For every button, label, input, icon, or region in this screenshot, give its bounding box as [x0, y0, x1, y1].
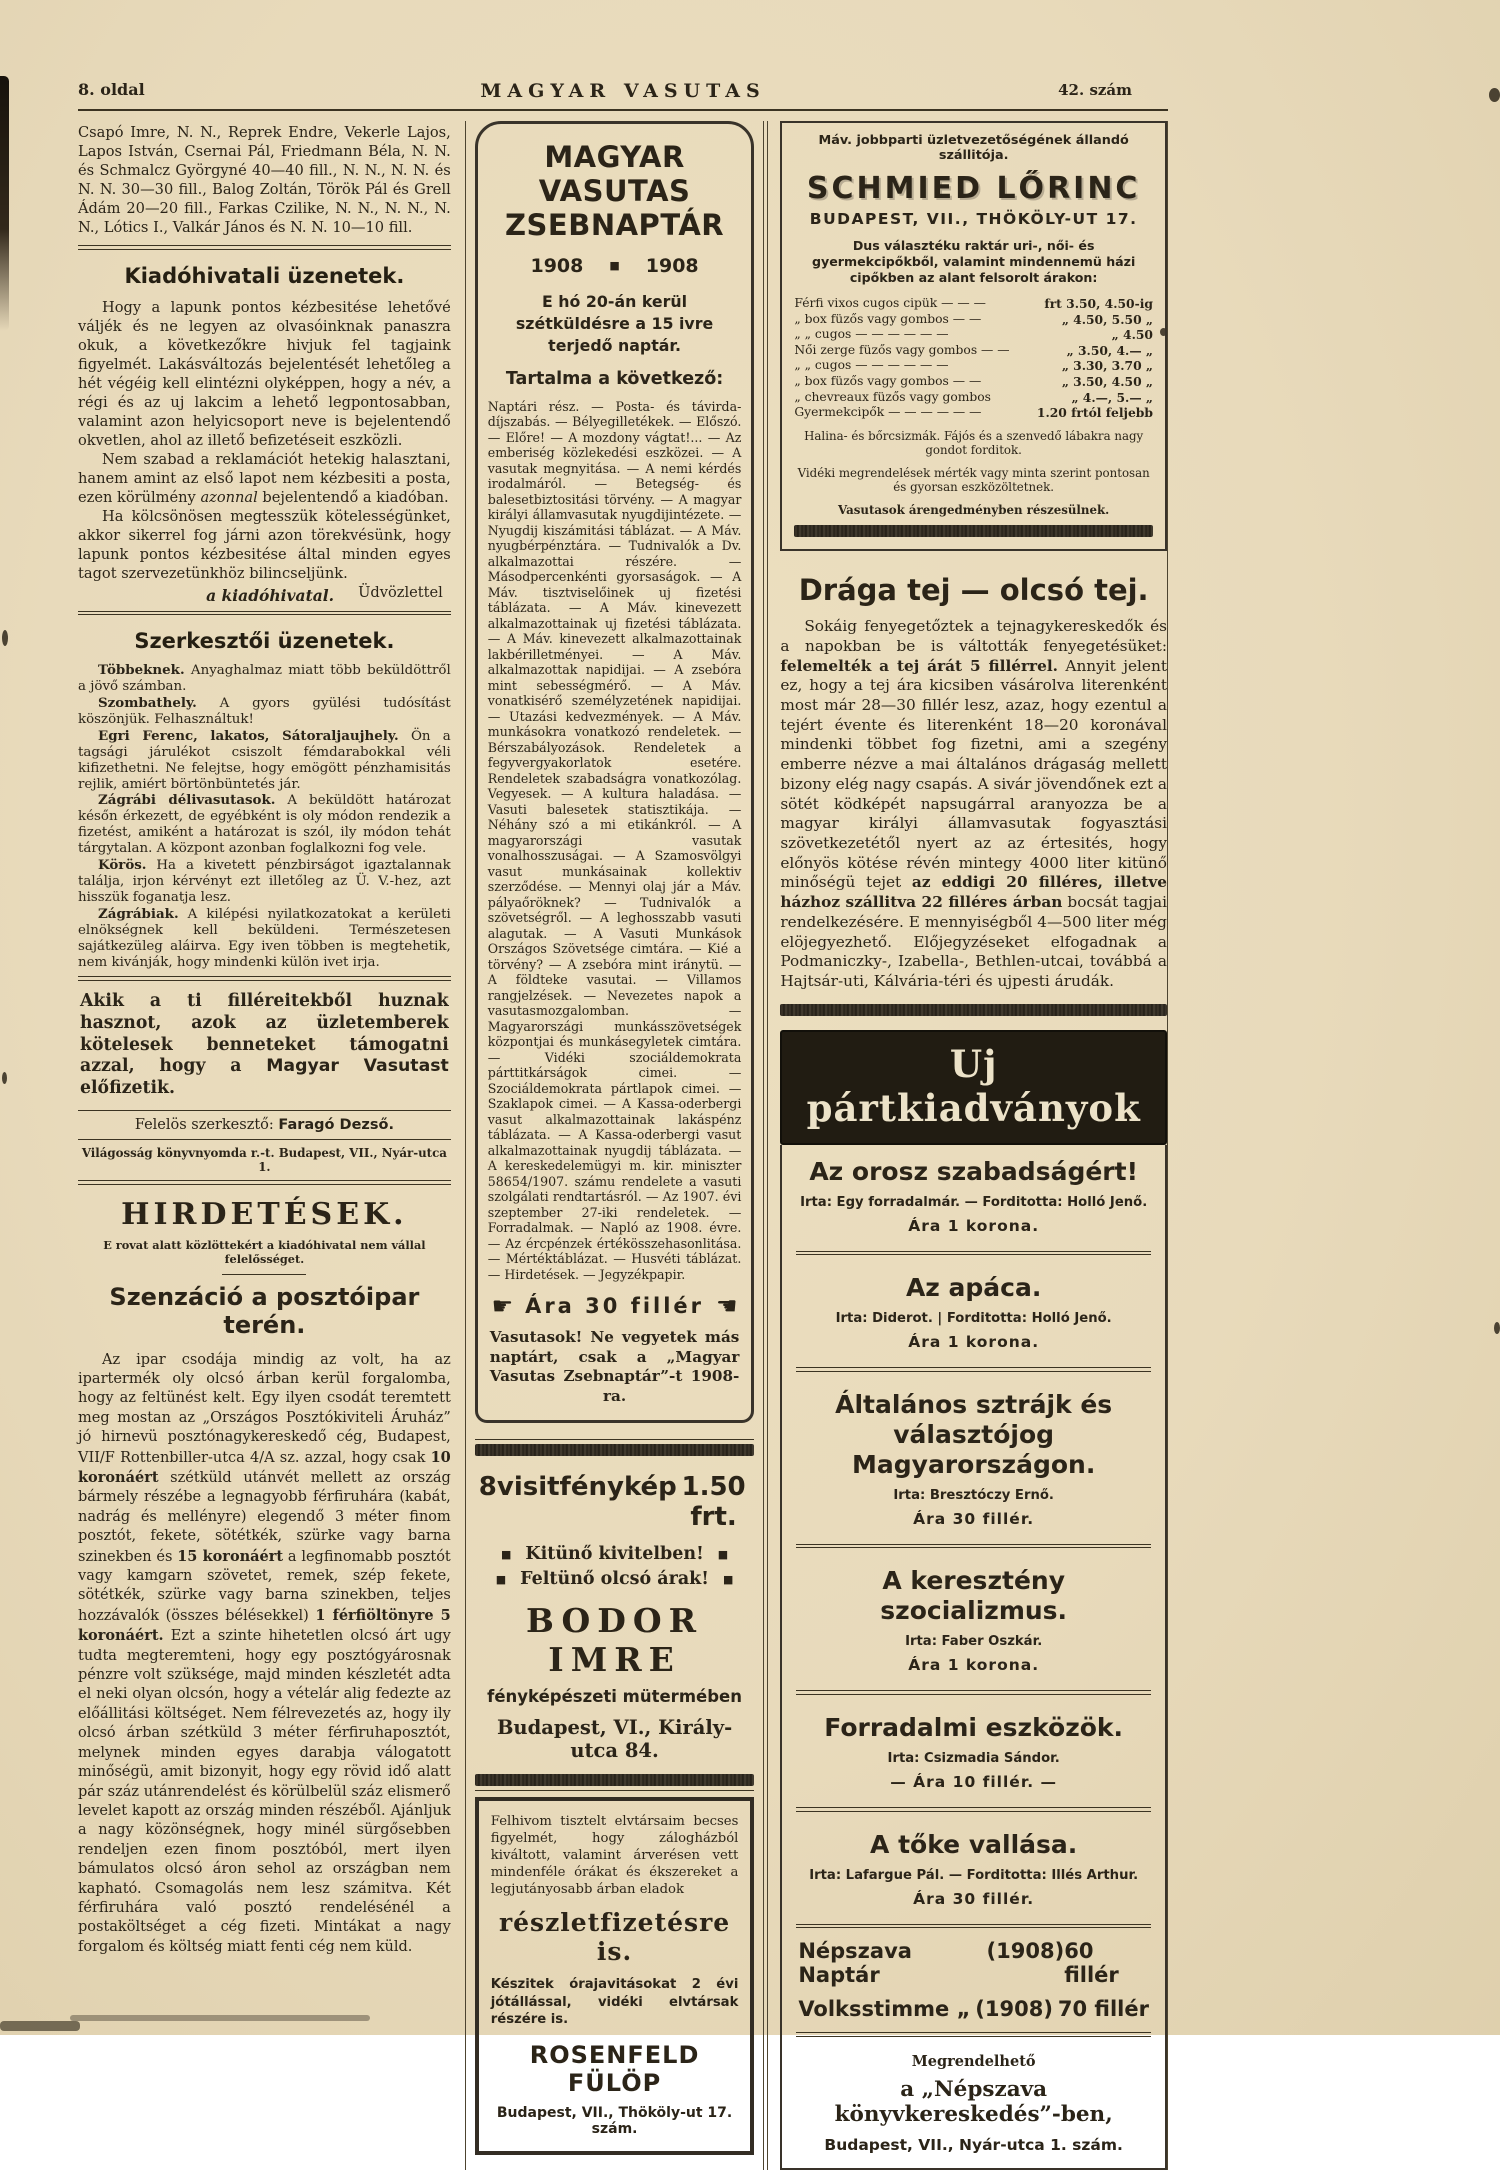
- columns: [78, 121, 1168, 2170]
- photographer-name: BODOR IMRE: [526, 1601, 704, 1680]
- calendar-contents-title: Tartalma a következő:: [505, 368, 724, 389]
- book-ad: [796, 1145, 1151, 1245]
- publications-list: [780, 1145, 1167, 2170]
- shoe-price-row: [794, 312, 1153, 328]
- calendar-price-line: [488, 1292, 742, 1321]
- photographer-subtitle: fényképészeti mütermében: [487, 1687, 742, 1707]
- thin-rule: [475, 1790, 755, 1791]
- watch-ad-highlight: részletfizetésre is.: [498, 1908, 731, 1967]
- editor-message: Egri Ferenc, lakatos, Sátoraljaujhely. Ön a tagsági járulékot csiszolt fémdarabokkal véli kifizethetni. Ne felejtse, hogy emögött pénzhamisitás rejlik, amiért börtönbüntetés jár.: [78, 727, 451, 792]
- editor-messages-title: Szerkesztői üzenetek.: [134, 629, 395, 654]
- double-rule: [796, 1251, 1151, 1256]
- donors-paragraph: Csapó Imre, N. N., Reprek Endre, Vekerle Lajos, Lapos István, Csernai Pál, Friedmann Béla, N. N. és Schmalcz Györgyné 40—40 fill., N. N., N. N. és N. N. 30—30 fill., Balog Zoltán, Török Pál és Grell Ádám 20—20 fill., Farkas Czilike, N. N., N. N., N. N., Lótics I., Valkár János és N. N. 10—10 fill.: [78, 124, 451, 236]
- publisher-signature: a kiadóhivatal.: [206, 585, 335, 605]
- paper-speck: [1489, 88, 1500, 102]
- thin-rule: [78, 1139, 451, 1140]
- double-rule: [796, 1544, 1151, 1549]
- thin-rule: [475, 1439, 755, 1440]
- shoe-note-2: Vidéki megrendelések mérték vagy minta szerint pontosan és gyorsan eszközöltetnek.: [797, 465, 1150, 495]
- photo-ad-headline: [479, 1472, 751, 1532]
- book-ad: [796, 1261, 1151, 1361]
- order-info: [796, 2043, 1151, 2168]
- calendar-year: (1908): [975, 1997, 1053, 2022]
- book-price: Ára 1 korona.: [908, 1216, 1040, 1235]
- book-byline: Irta: Egy forradalmár. — Forditotta: Holló Jenő.: [800, 1194, 1148, 1210]
- book-price: Ára 30 fillér.: [913, 1509, 1035, 1528]
- book-byline: Irta: Diderot. | Forditotta: Holló Jenő.: [835, 1311, 1112, 1327]
- editor-message: Zágrábi délivasutasok. A beküldött határozat későn érkezett, de egyébként is oly módon rendezik a fizetést, amiként a határozat is szól, ily módon tehát tárgytalan. A központ azonban foglalkozni fog vele.: [78, 792, 451, 857]
- book-ad: [796, 1554, 1151, 1684]
- paper-speck: [2, 630, 8, 646]
- page-number: 8. oldal: [78, 80, 145, 99]
- publisher-messages-title: Kiadóhivatali üzenetek.: [124, 263, 405, 288]
- order-label: Megrendelhető: [911, 2052, 1036, 2070]
- shoe-price-row: [794, 374, 1153, 390]
- shoe-note-3: Vasutasok árengedményben részesülnek.: [838, 502, 1110, 517]
- photo-bullet-1-text: Kitünő kivitelben!: [525, 1544, 704, 1565]
- calendar-title-line2: ZSEBNAPTÁR: [505, 208, 725, 243]
- book-title: A tőke vallása.: [870, 1829, 1078, 1859]
- calendar-year-left: 1908: [530, 254, 584, 277]
- double-rule: [796, 2032, 1151, 2037]
- middle-column: [466, 121, 764, 2170]
- shoe-ad-tagline: Máv. jobbparti üzletvezetőségének állandó szállitója.: [818, 133, 1129, 163]
- photo-bullet-1: [477, 1544, 753, 1564]
- book-title: A keresztény szocializmus.: [880, 1566, 1068, 1626]
- ads-disclaimer: E rovat alatt közlöttekért a kiadóhivatal nem vállal felelősséget.: [103, 1237, 426, 1266]
- shoe-price: „ 3.30, 3.70 „: [1061, 358, 1153, 374]
- calendar-year-right: 1908: [645, 254, 699, 277]
- subscription-notice: Akik a ti filléreitekből huznak hasznot, azok az üzletemberek kötelesek benneteket támogatni azzal, hogy a Magyar Vasutast előfizetik.: [80, 991, 449, 1099]
- calendar-price: 60 fillér: [1064, 1939, 1119, 1988]
- issue-number: 42. szám: [1058, 81, 1132, 99]
- double-rule: [78, 976, 451, 981]
- shoe-price-row: [794, 390, 1153, 406]
- shoe-item: Férfi vixos cugos cipük — — —: [794, 296, 986, 310]
- calendar-price-row: [796, 1992, 1151, 2026]
- double-rule: [78, 611, 451, 616]
- calendar-title-line1: MAGYAR VASUTAS: [538, 140, 691, 209]
- shoe-price: frt 3.50, 4.50-ig: [1044, 296, 1153, 311]
- photo-bullet-2-text: Feltünő olcsó árak!: [520, 1569, 709, 1590]
- thin-rule: [78, 1110, 451, 1111]
- book-title: Forradalmi eszközök.: [824, 1712, 1124, 1742]
- book-price: Ára 1 korona.: [908, 1656, 1040, 1675]
- calendar-name: Volksstimme „: [798, 1997, 971, 2022]
- header-rule: [78, 109, 1168, 111]
- publisher-closing: Üdvözlettel: [358, 583, 443, 601]
- photo-product: visitfénykép: [496, 1472, 677, 1503]
- watchmaker-name: ROSENFELD FÜLÖP: [529, 2040, 700, 2097]
- cloth-ad-title: Szenzáció a posztóipar terén.: [109, 1282, 420, 1339]
- page-header: [78, 80, 1168, 104]
- calendar-contents-list: Naptári rész. — Posta- és távirda-díjszabás. — Bélyegilletékek. — Előszó. — Előre! — A mozdony vágtat!... — Az emberiség közlekedési eszközei. — A vasutak megnyitása. — A nemi kérdés irodalmáról. — Betegség- és balesetbiztositási törvény. — A magyar királyi államvasutak nyugdijintézete. — Nyugdij kiszámitási táblázat. — A Máv. nyugbérpénztára. — Tudnivalók a Dv. alkalmazottai részére. — Másodpercenkénti gyorsaságok. — A Máv. tisztviselőinek uj fizetési táblázata. — A Máv. kinevezett alkalmazottainak uj fizetési táblázata. — A Máv. kinevezett alkalmazottainak lakbérilletményei. — A Máv. alkalmazottak napidijai. — A zsebóra mint sebességmérő. — A Máv. vonatkisérő személyzetének napidijai. — Utazási kedvezmények. — A Máv. munkásokra vonatkozó rendeletek. — Bérszabályozások. Rendeletek a fegyvergyakorlatok esetére. Rendeletek szabadságra vonatkozólag. Vegyesek. — A kultura haladása. — Vasuti balesetek statisztikája. — Néhány szó a mi etikánkról. — A magyarországi vasutak vonalhosszuságai. — A Szamosvölgyi vasut munkásainak kollektiv szerződése. — Mennyi olaj jár a Máv. pályaőröknek? — Tudnivalók a szövetségről. — A leghosszabb vasuti alagutak. — A Vasuti Munkások Országos Szövetsége cimtára. — Kié a törvény? — A zsebóra mint iránytü. — A földteke vasutai. — Villamos rangjelzések. — Nevezetes napok a vasutasmozgalomban. — Magyarországi munkásszövetségek központjai és munkásegyletek cimtára. — Vidéki szociáldemokrata párttitkárságok cimei. — Szociáldemokrata pártlapok cimei. — Szaklapok cimei. — A Kassa-oderbergi vasut alkalmazottainak lakáspénz táblázata. — A Kassa-oderbergi vasut alkalmazottainak nyugdij táblázata. — A kereskedelemügyi m. kir. miniszter 58654/1907. számu rendelete a vasuti szolgálati rendtartásról. — Az 1907. évi szeptember 27-iki rendeletek. — Forradalmak. — Napló az 1908. évre. — Az ércpénzek értékösszehasonlitása. — Mértéktáblázat. — Husvéti táblázat. — Hirdetések. — Jegyzékpapir.: [487, 398, 742, 1282]
- shoe-item: „ box füzős vagy gombos — —: [794, 311, 982, 326]
- shoe-price: „ 3.50, 4.50 „: [1061, 373, 1153, 389]
- shoe-ad-intro: Dus választéku raktár uri-, női- és gyermekcipőkből, valamint mindennemü házi cipőkben az alant felsorolt árakon:: [811, 238, 1136, 285]
- watch-ad-intro: Felhivom tisztelt elvtársaim becses figyelmét, hogy zálogházból kiváltott, valamint árverésen vett mindenféle órákat és ékszereket a legjutányosabb árban eladok: [490, 1814, 739, 1898]
- shoe-price: „ 4.50: [1111, 327, 1153, 343]
- shoe-price-row: [794, 343, 1153, 359]
- double-rule: [796, 1807, 1151, 1812]
- publisher-paragraph-1: Hogy a lapunk pontos kézbesitése lehetővé váljék és ne legyen az olvasóinknak panaszra okuk, a következőkre hivjuk fel tagjaink figyelmét. Lakásváltozás bejelentését lehetőleg a hét végéig kell elintézni olyképpen, hogy a név, a régi és az uj lakcim a lehető legpontosabban, valamint azon helyicsoport neve is bejelentendő okvetlen, ahol az illető befizetéseit eszközli.: [78, 298, 451, 449]
- decorative-bar: [475, 1444, 755, 1456]
- paper-title: MAGYAR VASUTAS: [480, 80, 766, 102]
- shoemaker-address: BUDAPEST, VII., THÖKÖLY-UT 17.: [809, 210, 1138, 228]
- shoe-price: „ 3.50, 4.— „: [1066, 342, 1153, 358]
- printed-area: [78, 80, 1168, 2170]
- calendar-announcement: E hó 20-án kerül szétküldésre a 15 ivre terjedő naptár.: [515, 291, 714, 355]
- book-byline: Irta: Csizmadia Sándor.: [887, 1750, 1060, 1766]
- double-rule: [796, 1690, 1151, 1695]
- book-price: Ára 1 korona.: [908, 1333, 1040, 1352]
- calendar-price: Ára 30 fillér: [525, 1294, 705, 1319]
- book-title: Az apáca.: [905, 1273, 1042, 1303]
- photo-price: 1.50 frt.: [681, 1472, 746, 1533]
- shoe-item: „ „ cugos — — — — — —: [794, 358, 949, 373]
- book-price: Ára 30 fillér.: [913, 1889, 1035, 1908]
- double-rule: [78, 245, 451, 250]
- shoe-price: „ 4.50, 5.50 „: [1061, 311, 1153, 327]
- book-ad: [796, 1378, 1151, 1538]
- decorative-bar: [475, 1774, 755, 1786]
- book-byline: Irta: Faber Oszkár.: [905, 1634, 1043, 1650]
- square-icon: ■: [500, 1547, 512, 1561]
- shoe-price-row: [794, 358, 1153, 374]
- milk-article-title: Drága tej — olcsó tej.: [798, 573, 1149, 608]
- photo-count: 8: [478, 1472, 497, 1503]
- left-column: [78, 121, 459, 2170]
- calendar-slogan: Vasutasok! Ne vegyetek más naptárt, csak a „Magyar Vasutas Zsebnaptár”-t 1908-ra.: [489, 1328, 740, 1405]
- pocket-calendar-ad: [475, 121, 755, 1423]
- calendar-price-row: [796, 1934, 1151, 1992]
- printer-line: Világosság könyvnyomda r.-t. Budapest, VII., Nyár-utca 1.: [81, 1145, 447, 1174]
- book-title: Általános sztrájk és választójog Magyarországon.: [835, 1389, 1113, 1479]
- shoe-item: Gyermekcipők — — — — — —: [794, 405, 982, 420]
- paper-speck: [2, 1072, 7, 1084]
- calendar-year-row: [488, 255, 742, 277]
- editor-message: Szombathely. A gyors gyülési tudósítást köszönjük. Felhasználtuk!: [78, 695, 451, 727]
- shoe-item: „ box füzős vagy gombos — —: [794, 373, 982, 388]
- book-title: Az orosz szabadságért!: [809, 1156, 1138, 1186]
- cloth-ad-body: Az ipar csodája mindig az volt, ha az ipartermék oly olcsó árban kerül forgalomba, hogy az feltünést kelt. Egy ilyen csodát teremtett meg mostan az „Országos Posztókiviteli Áruház” jó hirnevü posztónagykereskedő cég, Budapest, VII/F Rottenbiller-utca 4/A sz. azzal, hogy csak 10 koronáért szétküld utánvét mellett az ország bármely részébe a legnagyobb férfiruhára (kabát, nadrág és mellényre) elegendő 3 méter finom posztót, fekete, sötétkék, szürke vagy barna szinekben és 15 koronáért a legfinomabb posztót vagy kamgarn szövetet, remek, szép fekete, sötétkék, szürke vagy barna szinekben, teljes hozzávalók (összes bélésekkel) 1 férfiöltönyre 5 koronáért. Ezt a szinte hihetetlen olcsó árt ugy tudta megteremteni, hogy egy posztógyárosnak pénzre volt szüksége, majd minden készletét adta el neki olyan olcsón, hogy a vételár alig fedezte az előállitási költséget. Nem félrevezetés az, hogy ily olcsó árban szétküld 3 méter férfiruhaposztót, melynek minden egyes darabja válogatott minőségü, amit bizonyit, hogy egy rövid idő alatt pár száz utánrendelést és körülbelül száz elismerő levelet kapott az ország minden részéből. Ajánljuk a nagy közönségnek, hogy minél sürgősebben rendeljen ezen finom posztóból, mert ilyen bámulatos olcsó áron sehol az országban nem kapható. Csomagolás nem lesz számitva. Két férfiruhára való posztó rendelésénél a postaköltséget a cég fizeti. Mintákat a nagy forgalom és költség miatt fenti cég nem küld.: [78, 1351, 451, 1955]
- shoemaker-ad: [780, 121, 1167, 551]
- shoemaker-name: SCHMIED LŐRINC: [806, 171, 1141, 206]
- shoe-price-row: [794, 405, 1153, 421]
- book-ad: [796, 1818, 1151, 1918]
- double-rule: [796, 1367, 1151, 1372]
- order-store: a „Népszava könyvkereskedés”-ben,: [834, 2076, 1113, 2127]
- right-column: [768, 121, 1167, 2170]
- shoe-price: 1.20 frtól feljebb: [1036, 405, 1153, 421]
- calendar-ad-title: [488, 140, 742, 243]
- publications-banner: Uj pártkiadványok: [780, 1030, 1167, 1145]
- order-address: Budapest, VII., Nyár-utca 1. szám.: [824, 2135, 1123, 2154]
- book-byline: Irta: Bresztóczy Ernő.: [893, 1487, 1054, 1503]
- shoe-price: „ 4.—, 5.— „: [1071, 389, 1153, 405]
- book-price: — Ára 10 fillér. —: [890, 1772, 1058, 1791]
- paper-smudge: [0, 2021, 80, 2031]
- book-byline: Irta: Lafargue Pál. — Forditotta: Illés Arthur.: [809, 1867, 1139, 1883]
- shoe-item: „ „ cugos — — — — — —: [794, 327, 949, 342]
- ads-section-title: HIRDETÉSEK.: [121, 1196, 408, 1232]
- shoe-price-row: [794, 296, 1153, 312]
- photographer-address: Budapest, VI., Király-utca 84.: [496, 1716, 733, 1763]
- paper-speck: [1494, 1322, 1500, 1334]
- shoe-item: Női zerge füzős vagy gombos — —: [794, 342, 1010, 357]
- publisher-paragraph-2: Nem szabad a reklamációt hetekig halasztani, hanem amint az első lapot nem kézbesiti a posta, ezen körülmény azonnal bejelentendő a kiadóban.: [78, 450, 451, 506]
- double-rule: [78, 1180, 451, 1185]
- scan-gutter-smudge: [0, 76, 9, 331]
- calendar-name: Népszava Naptár: [798, 1939, 912, 1988]
- calendar-price: 70 fillér: [1057, 1997, 1149, 2022]
- shoe-price-row: [794, 327, 1153, 343]
- editor-message: Körös. Ha a kivetett pénzbirságot igaztalannak találja, irjon kérvényt ezt illetőleg az Ü. V.-hez, azt hisszük foganatja lesz.: [78, 857, 451, 905]
- editor-message: Többeknek. Anyaghalmaz miatt több beküldöttről a jövő számban.: [78, 662, 451, 695]
- photo-bullet-2: [477, 1569, 753, 1589]
- responsible-editor-line: Felelös szerkesztő: Faragó Dezső.: [134, 1116, 394, 1133]
- calendar-year: (1908): [986, 1939, 1065, 1964]
- shoe-item: „ chevreaux füzős vagy gombos: [794, 389, 991, 404]
- square-icon: ■: [495, 1572, 507, 1586]
- short-rule: [222, 1274, 306, 1275]
- double-rule: [796, 1924, 1151, 1929]
- pointing-hand-right-icon: ☛: [491, 1292, 514, 1321]
- milk-article-body: Sokáig fenyegetőztek a tejnagykereskedők és a napokban be is váltották fenyegetésüket: felemelték a tej árát 5 fillérrel. Annyit jelent ez, hogy a tej ára kicsiben vásárolva literenként most már 28—30 fillér lesz, azaz, hogy ezentul a tejért évente és literenként 18—20 koronával mindenki többet fog fizetni, ami a szegény emberre nézve a mai általános drágaság mellett bizony elég nagy csapás. A sivár jövendőnek ezt a sötét ködképét napsugárral aranyozza be a magyar királyi államvasutak fogyasztási szövetkezetétől nyert az az értesités, hogy előnyös kötése révén mintegy 4000 liter kitünő minőségü tejet az eddigi 20 filléres, illetve házhoz szállitva 22 filléres árban bocsát tagjai rendelkezésére. E mennyiségből 4—500 liter még elöjegyezhető. Előjegyzéseket elfogadnak a Podmaniczky-, Izabella-, Bethlen-utcai, továbbá a Hajtsár-uti, Kálvária-téri és ujpesti árudák.: [780, 617, 1167, 990]
- column-end-rule: [1167, 121, 1168, 2170]
- photographer-ad: [475, 1460, 755, 1770]
- decorative-bar: [780, 1004, 1167, 1016]
- square-icon: ■: [609, 259, 620, 273]
- book-ad: [796, 1701, 1151, 1801]
- pointing-hand-left-icon: ☚: [716, 1292, 738, 1321]
- watch-ad-service-note: Készitek órajavitásokat 2 évi jótállással, vidéki elvtársak részére is.: [490, 1977, 739, 2028]
- square-icon: ■: [722, 1572, 734, 1586]
- shoe-note-1: Halina- és bőrcsizmák. Fájós és a szenvedő lábakra nagy gondot forditok.: [804, 428, 1144, 458]
- publisher-paragraph-3-text: Ha kölcsönösen megtesszük kötelességünket, akkor sikerrel fog járni azon törekvésünk, hogy lapunk pontos kézbesitése által minden egyes tagot szervezetünkhöz bilincseljünk.: [78, 507, 451, 582]
- decorative-bar: [794, 525, 1153, 537]
- editor-message: Zágrábiak. A kilépési nyilatkozatokat a kerületi elnökségnek kell beküldeni. Természetesen sajátkezüleg aláirva. Egy iven többen is megtehetik, nem kivánják, hogy mindenki külön ivet irja.: [78, 905, 451, 970]
- watchmaker-ad: [475, 1797, 755, 2155]
- watchmaker-address: Budapest, VII., Thököly-ut 17. szám.: [496, 2104, 733, 2137]
- square-icon: ■: [717, 1547, 729, 1561]
